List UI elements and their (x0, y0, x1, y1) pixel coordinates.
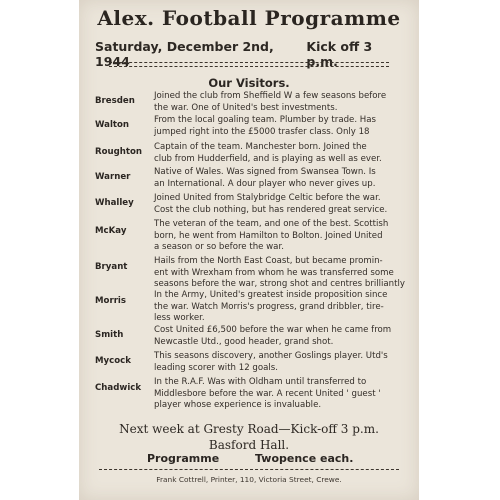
player-description: Native of Wales. Was signed from Swansea Town. Is an International. A dour player who never gives up. (154, 167, 376, 189)
programme-label: Programme (147, 452, 220, 465)
printer-imprint: Frank Cottrell, Printer, 110, Victoria Street, Crewe. (156, 475, 342, 484)
player-description: Joined the club from Sheffield W a few seasons before the war. One of United's best investments. (154, 91, 387, 113)
player-name: Bresden (95, 96, 135, 106)
player-description: In the Army, United's greatest inside proposition since the war. Watch Morris's progress, grand dribbler, tire- less worker. (154, 290, 388, 324)
section-heading: Our Visitors. (208, 76, 290, 90)
player-description: Hails from the North East Coast, but became promin- ent with Wrexham from whom he was transferred some seasons before the war, strong shot and centres brilliantly (154, 256, 405, 290)
player-description: The veteran of the team, and one of the best. Scottish born, he went from Hamilton to Bolton. Joined United a season or so before the war. (154, 219, 389, 253)
dashed-divider (109, 62, 389, 63)
player-name: McKay (95, 226, 127, 236)
programme-sheet (79, 0, 419, 500)
player-description: Cost United £6,500 before the war when he came from Newcastle Utd., good header, grand shot. (154, 325, 392, 347)
player-name: Morris (95, 296, 126, 306)
player-description: In the R.A.F. Was with Oldham until transferred to Middlesbore before the war. A recent United ' guest ' player whose experience is invaluable. (154, 377, 381, 411)
player-description: From the local goaling team. Plumber by trade. Has jumped right into the £5000 trasfer class. Only 18 (154, 115, 377, 137)
match-date: Saturday, December 2nd, 1944 (95, 39, 274, 69)
player-name: Mycock (95, 356, 131, 366)
programme-title: Alex. Football Programme (97, 6, 401, 30)
player-name: Roughton (95, 147, 143, 157)
player-description: This seasons discovery, another Goslings player. Utd's leading scorer with 12 goals. (154, 351, 388, 373)
player-name: Bryant (95, 262, 128, 272)
next-week-notice: Next week at Gresty Road—Kick-off 3 p.m. Basford Hall. (119, 422, 379, 452)
player-name: Warner (95, 172, 131, 182)
kickoff-time: Kick off 3 p.m. (306, 39, 373, 69)
player-name: Smith (95, 330, 124, 340)
player-description: Captain of the team. Manchester born. Joined the club from Hudderfield, and is playing as well as ever. (154, 142, 382, 164)
programme-price: Twopence each. (255, 452, 354, 465)
player-name: Walton (95, 120, 130, 130)
player-name: Chadwick (95, 383, 142, 393)
player-description: Joined United from Stalybridge Celtic before the war. Cost the club nothing, but has rendered great service. (154, 193, 388, 215)
footer-divider (99, 469, 399, 470)
player-name: Whalley (95, 198, 134, 208)
dashed-divider (109, 66, 389, 67)
date-line (95, 39, 405, 69)
